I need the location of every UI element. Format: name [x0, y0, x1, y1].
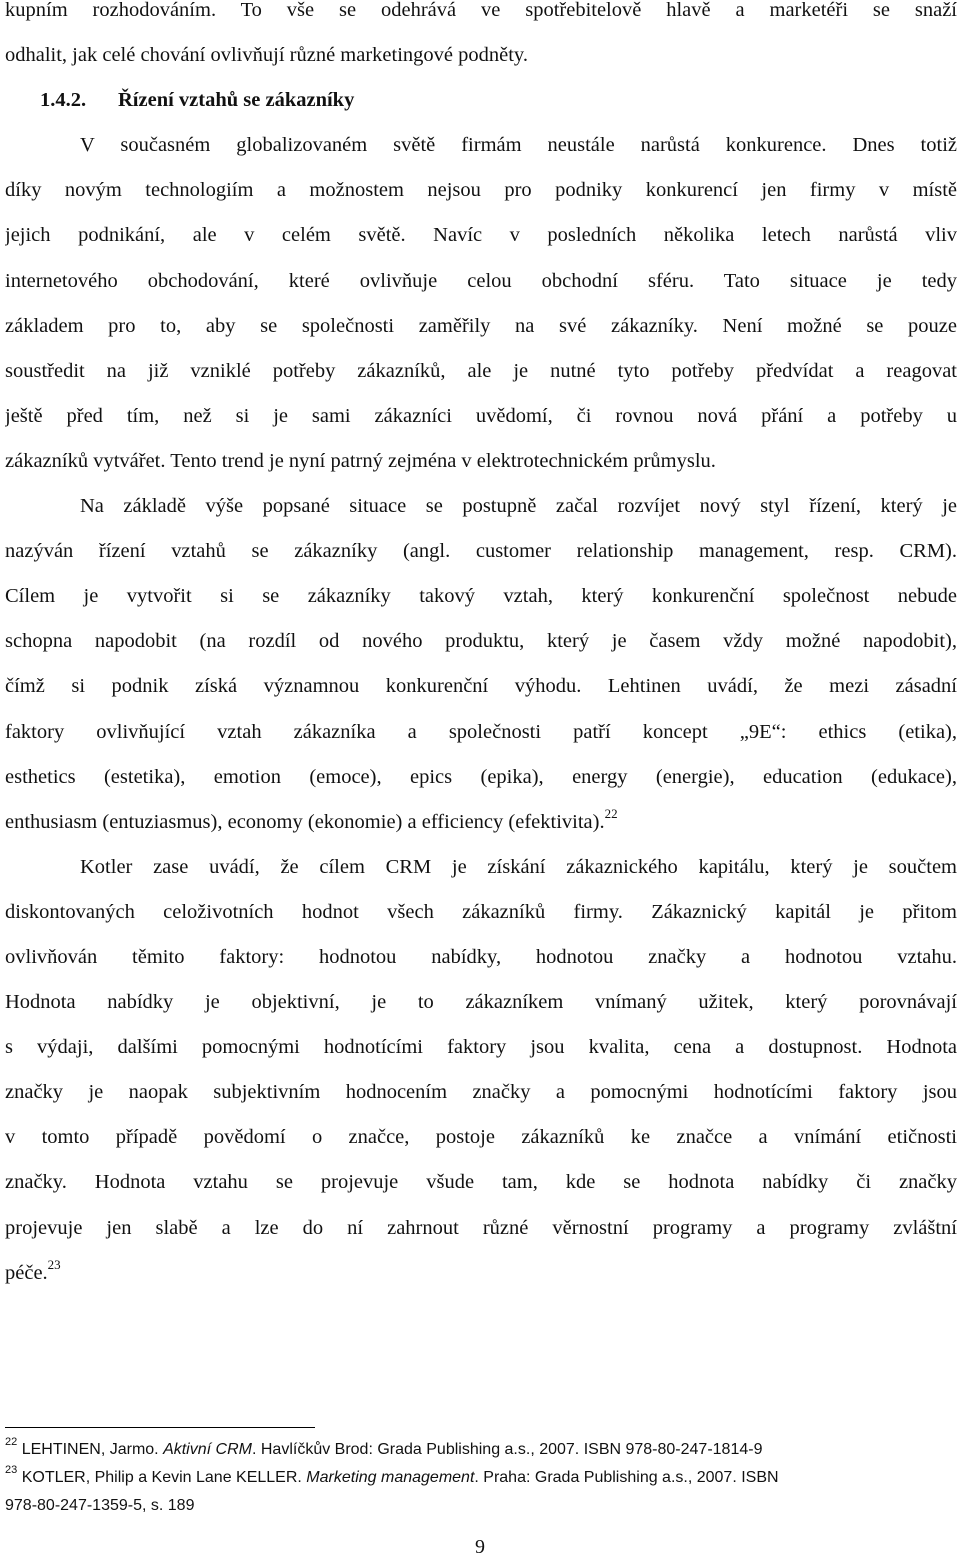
text-line: faktory ovlivňující vztah zákazníka a společnosti patří koncept „9E“: ethics (etika),	[5, 720, 957, 743]
page-number: 9	[475, 1536, 485, 1558]
text-fragment: enthusiasm (entuziasmus), economy (ekonomie) a efficiency (efektivita).	[5, 810, 605, 833]
text-line: kupním rozhodováním. To vše se odehrává ve spotřebitelově hlavě a marketéři se snaží	[5, 0, 957, 21]
text-line: odhalit, jak celé chování ovlivňují různé marketingové podněty.	[5, 44, 528, 67]
text-line	[5, 800, 957, 845]
footnote-ref: 22	[604, 805, 618, 821]
text-line: čímž si podnik získá významnou konkurenční výhodu. Lehtinen uvádí, že mezi zásadní	[5, 675, 957, 698]
text-line: nazýván řízení vztahů se zákazníky (angl. customer relationship management, resp. CRM).	[5, 540, 957, 563]
text-line: značky. Hodnota vztahu se projevuje všude tam, kde se hodnota nabídky či značky	[5, 1171, 957, 1194]
text-line	[5, 1251, 957, 1296]
body-text	[5, 0, 957, 1296]
text-line: schopna napodobit (na rozdíl od nového produktu, který je časem vždy možné napodobit),	[5, 630, 957, 653]
footnote-text: . Praha: Grada Publishing a.s., 2007. ISBN	[474, 1469, 779, 1486]
footnote-title: Marketing management	[306, 1469, 475, 1486]
footnote-number: 22	[5, 1435, 18, 1448]
section-title: Řízení vztahů se zákazníky	[118, 89, 355, 112]
footnote-text: KOTLER, Philip a Kevin Lane KELLER.	[21, 1469, 307, 1486]
text-line: V současném globalizovaném světě firmám neustále narůstá konkurence. Dnes totiž	[80, 134, 957, 157]
text-fragment: péče.	[5, 1261, 48, 1284]
text-line: zákazníků vytvářet. Tento trend je nyní patrný zejména v elektrotechnickém průmyslu.	[5, 449, 716, 472]
footnote-text: LEHTINEN, Jarmo.	[21, 1441, 164, 1458]
text-line: esthetics (estetika), emotion (emoce), epics (epika), energy (energie), education (edukace),	[5, 765, 957, 788]
text-line: Cílem je vytvořit si se zákazníky takový vztah, který konkurenční společnost nebude	[5, 585, 957, 608]
text-line: značky je naopak subjektivním hodnocením značky a pomocnými hodnotícími faktory jsou	[5, 1081, 957, 1104]
text-line: jejich podnikání, ale v celém světě. Navíc v posledních několika letech narůstá vliv	[5, 224, 957, 247]
text-line: diskontovaných celoživotních hodnot všech zákazníků firmy. Zákaznický kapitál je přitom	[5, 900, 957, 923]
text-line: ovlivňován těmito faktory: hodnotou nabídky, hodnotou značky a hodnotou vztahu.	[5, 945, 957, 968]
footnote-number: 23	[5, 1463, 18, 1476]
footnote-23-continued: 978-80-247-1359-5, s. 189	[5, 1497, 195, 1514]
text-line: internetového obchodování, které ovlivňuje celou obchodní sféru. Tato situace je tedy	[5, 269, 957, 292]
text-line: s výdaji, dalšími pomocnými hodnotícími faktory jsou kvalita, cena a dostupnost. Hodnota	[5, 1036, 957, 1059]
footnote-ref: 23	[47, 1256, 61, 1272]
footnote-separator	[5, 1427, 315, 1428]
text-line: Hodnota nabídky je objektivní, je to zákazníkem vnímaný užitek, který porovnávají	[5, 991, 957, 1014]
section-heading	[5, 78, 957, 123]
footnote-title: Aktivní CRM	[163, 1441, 252, 1458]
text-line: Kotler zase uvádí, že cílem CRM je získání zákaznického kapitálu, který je součtem	[80, 855, 957, 878]
footnote-23	[5, 1464, 940, 1492]
text-line: projevuje jen slabě a lze do ní zahrnout různé věrnostní programy a programy zvláštní	[5, 1216, 957, 1239]
text-line: v tomto případě povědomí o značce, postoje zákazníků ke značce a vnímání etičnosti	[5, 1126, 957, 1149]
text-line: soustředit na již vzniklé potřeby zákazníků, ale je nutné tyto potřeby předvídat a reagovat	[5, 359, 957, 382]
footnote-text: . Havlíčkův Brod: Grada Publishing a.s., 2007. ISBN 978-80-247-1814-9	[251, 1441, 763, 1458]
text-line: díky novým technologiím a možnostem nejsou pro podniky konkurencí jen firmy v místě	[5, 179, 957, 202]
text-line: základem pro to, aby se společnosti zaměřily na své zákazníky. Není možné se pouze	[5, 314, 957, 337]
footnote-22	[5, 1436, 940, 1464]
section-number: 1.4.2.	[40, 89, 87, 112]
text-line: Na základě výše popsané situace se postupně začal rozvíjet nový styl řízení, který je	[80, 495, 957, 518]
text-line: ještě před tím, než si je sami zákazníci uvědomí, či rovnou nová přání a potřeby u	[5, 404, 957, 427]
footnotes	[5, 1436, 940, 1520]
